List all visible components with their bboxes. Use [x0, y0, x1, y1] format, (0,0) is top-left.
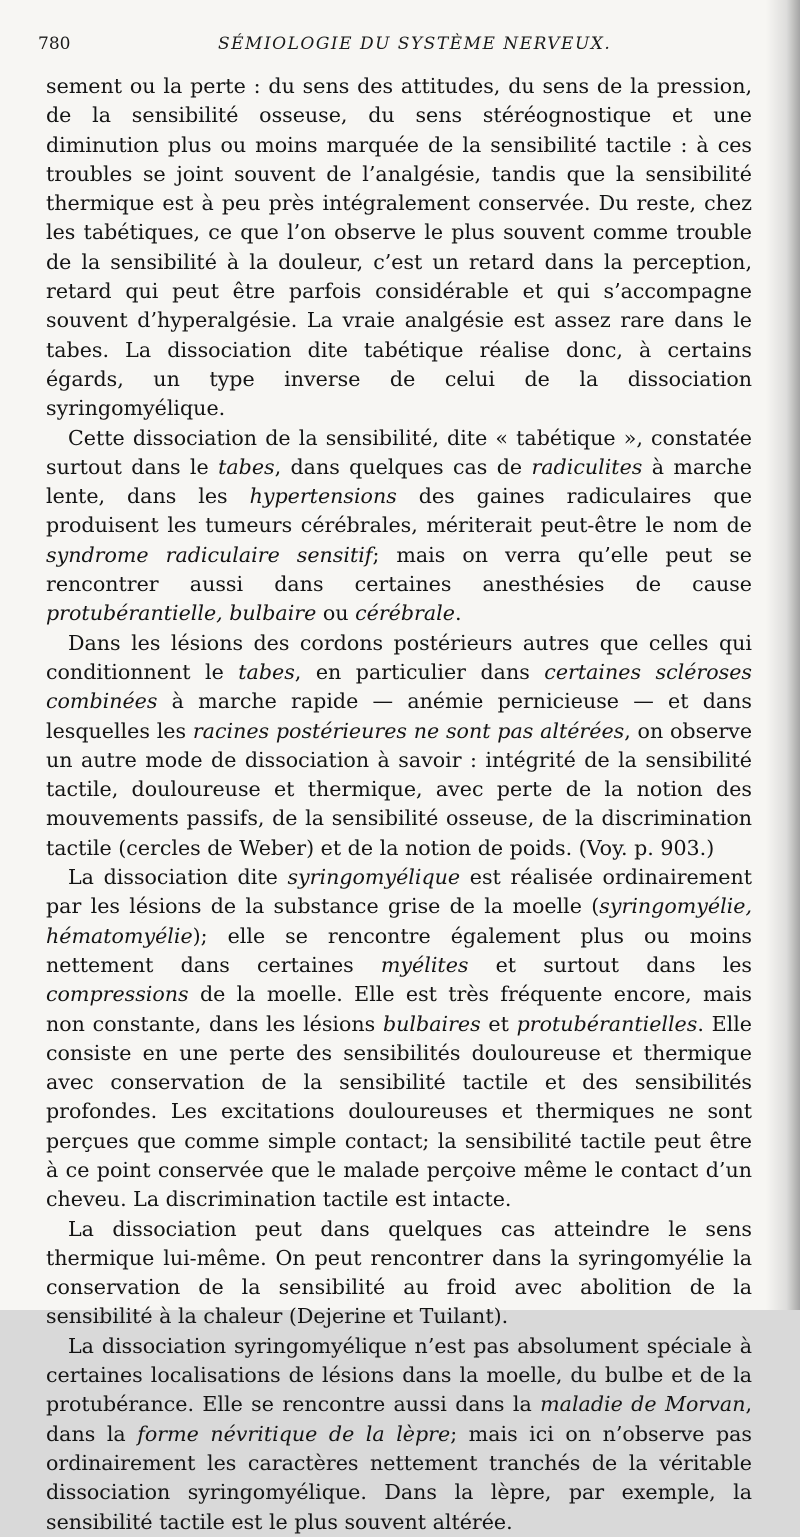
- text-run: et surtout dans les: [468, 952, 752, 977]
- italic-term: myélites: [380, 952, 469, 977]
- text-run: La dissociation syringomyélique n’est pas absolument spéciale à certaines localisations de lésions dans la moelle, du bulbe et de la protubérance. Elle se rencontre aussi dans la: [46, 1333, 752, 1417]
- text-run: des gaines radiculaires que produisent les tumeurs cérébrales, mériterait peut-être le nom de: [46, 484, 753, 538]
- paragraph-4: [46, 863, 752, 1215]
- italic-term: certaines scléroses combinées: [46, 659, 752, 714]
- text-run: .: [454, 601, 462, 626]
- page-header: [38, 34, 752, 60]
- body-text: [46, 72, 752, 1537]
- paragraph-3: [46, 629, 752, 863]
- text-run: est réalisée ordinairement par les lésions de la substance grise de la moelle (: [46, 865, 752, 919]
- text-run: ou: [316, 601, 356, 626]
- page-edge-shadow: [766, 0, 800, 1310]
- text-run: La dissociation peut dans quelques cas atteindre le sens thermique lui-même. On peut rencontrer dans la syringomyélie la conservation de la sensibilité au froid avec abolition de la sensibilité à la chaleur (Dejerine et Tuilant).: [46, 1216, 752, 1329]
- text-run: à marche rapide — anémie pernicieuse — et dans lesquelles les: [46, 689, 752, 743]
- italic-term: racines postérieures ne sont pas altérées: [192, 718, 625, 743]
- text-run: Dans les lésions des cordons postérieurs autres que celles qui conditionnent le: [46, 630, 752, 684]
- paragraph-5: [46, 1215, 752, 1332]
- italic-term: forme névritique de la lèpre: [137, 1421, 451, 1446]
- paragraph-1: [46, 72, 752, 424]
- running-title: SÉMIOLOGIE DU SYSTÈME NERVEUX.: [218, 34, 612, 54]
- text-run: , en particulier dans: [294, 659, 545, 684]
- paragraph-6: [46, 1332, 752, 1537]
- text-run: La dissociation dite: [68, 865, 288, 890]
- text-run: . Elle consiste en une perte des sensibilités douloureuse et thermique avec conservation de la sensibilité tactile et des sensibilités profondes. Les excitations douloureuses et thermiques ne sont perçues que comme simple contact; la sensibilité tactile peut être à ce point conservée que le malade perçoive même le contact d’un cheveu. La discrimination tactile est intacte.: [46, 1011, 752, 1212]
- italic-term: tabes: [238, 659, 295, 684]
- italic-term: syringomyélie, hématomyélie: [46, 894, 752, 948]
- italic-term: syndrome radiculaire sensitif: [46, 542, 373, 567]
- italic-term: hypertensions: [249, 484, 397, 509]
- text-run: , dans quelques cas de: [274, 454, 532, 479]
- text-run: et: [480, 1011, 517, 1036]
- text-run: de la moelle. Elle est très fréquente encore, mais non constante, dans les lésions: [46, 982, 752, 1036]
- italic-term: protubérantielles: [516, 1011, 698, 1036]
- paragraph-2: [46, 424, 752, 629]
- italic-term: bulbaires: [382, 1011, 481, 1036]
- italic-term: syringomyélique: [287, 865, 461, 890]
- italic-term: radiculites: [531, 454, 643, 479]
- text-run: ; mais on verra qu’elle peut se rencontrer aussi dans certaines anesthésies de cause: [46, 542, 752, 597]
- text-run: , dans la: [46, 1392, 753, 1446]
- text-run: Cette dissociation de la sensibilité, dite « tabétique », constatée surtout dans le: [46, 425, 752, 479]
- text-run: ); elle se rencontre également plus ou moins nettement dans certaines: [46, 923, 752, 977]
- italic-term: compressions: [46, 982, 189, 1007]
- page-number: 780: [38, 34, 71, 54]
- text-run: , on observe un autre mode de dissociation à savoir : intégrité de la sensibilité tactile, douloureuse et thermique, avec perte de la notion des mouvements passifs, de la sensibilité osseuse, de la discrimination tactile (cercles de Weber) et de la notion de poids. (Voy. p. 903.): [46, 718, 753, 860]
- text-run: sement ou la perte : du sens des attitudes, du sens de la pression, de la sensibilité osseuse, du sens stéréognostique et une diminution plus ou moins marquée de la sensibilité tactile : à ces troubles se joint souvent de l’analgésie, tandis que la sensibilité thermique est à peu près intégralement conservée. Du reste, chez les tabétiques, ce que l’on observe le plus souvent comme trouble de la sensibilité à la douleur, c’est un retard dans la perception, retard qui peut être parfois considérable et qui s’accompagne souvent d’hyperalgésie. La vraie analgésie est assez rare dans le tabes. La dissociation dite tabétique réalise donc, à certains égards, un type inverse de celui de la dissociation syringomyélique.: [46, 74, 752, 421]
- text-run: à marche lente, dans les: [46, 454, 752, 509]
- text-run: ; mais ici on n’observe pas ordinairement les caractères nettement tranchés de la véritable dissociation syringomyélique. Dans la lèpre, par exemple, la sensibilité tactile est le plus souvent altérée.: [46, 1421, 752, 1534]
- italic-term: protubérantielle, bulbaire: [46, 601, 317, 626]
- italic-term: cérébrale: [355, 601, 455, 626]
- italic-term: maladie de Morvan: [540, 1392, 746, 1417]
- italic-term: tabes: [218, 454, 275, 479]
